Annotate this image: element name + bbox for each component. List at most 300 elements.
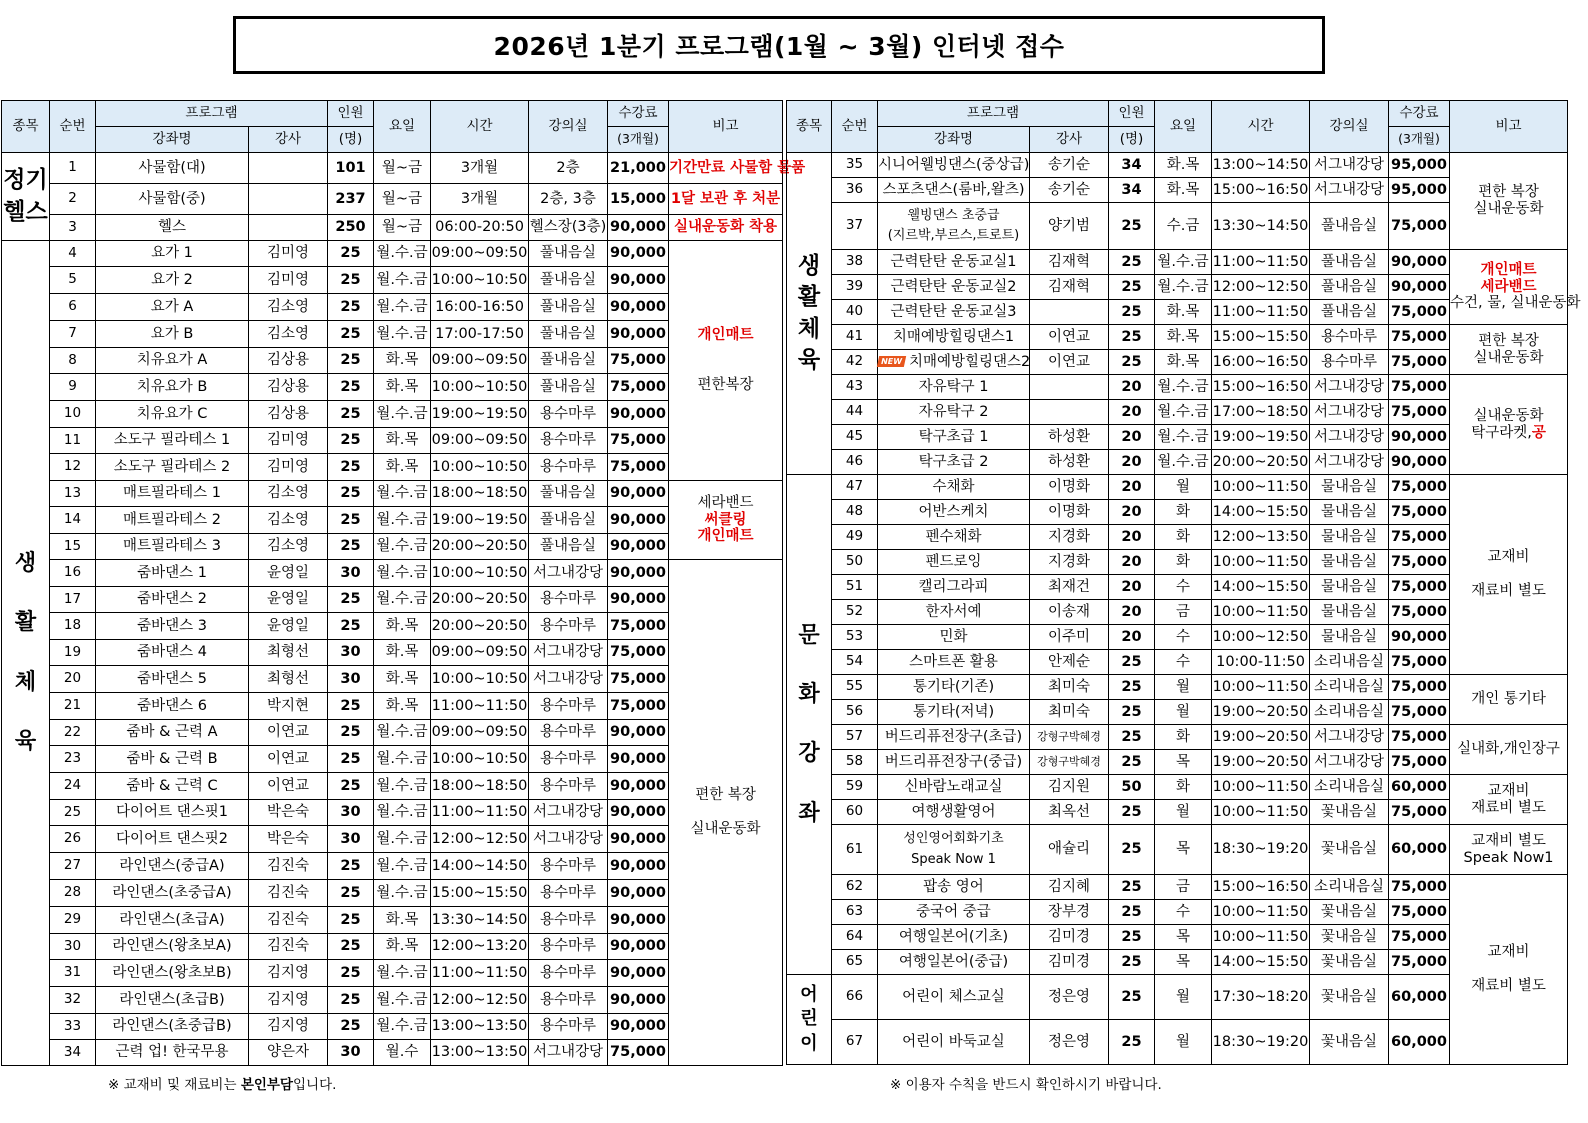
remark-pilates-line: 써클링 [704, 511, 747, 528]
table-row [2, 294, 783, 321]
instructor: 김소영 [249, 321, 328, 348]
instructor: 박은숙 [249, 826, 328, 853]
time: 10:00~10:50 [431, 374, 529, 401]
header-capacity-unit: (명) [328, 127, 374, 153]
room: 용수마루 [529, 613, 608, 640]
time: 18:30~19:20 [1212, 825, 1310, 875]
course-name: 어린이 바둑교실 [878, 1020, 1030, 1065]
seq: 59 [832, 775, 878, 800]
instructor: 김소영 [249, 507, 328, 534]
table-row [2, 907, 783, 934]
fee: 60,000 [1389, 825, 1450, 875]
seq: 8 [50, 348, 96, 374]
room: 꽃내음실 [1310, 800, 1389, 825]
course-name: 자유탁구 1 [878, 375, 1030, 400]
instructor [249, 215, 328, 241]
instructor: 하성환 [1030, 425, 1109, 450]
day: 월.수.금 [374, 321, 431, 348]
course-name: 한자서예 [878, 600, 1030, 625]
course-name: 줌바 & 근력 C [96, 773, 249, 800]
course-name: 펜수채화 [878, 525, 1030, 550]
day: 월.수.금 [374, 746, 431, 773]
capacity: 34 [1109, 178, 1155, 203]
room: 서그내강당 [529, 666, 608, 693]
room: 서그내강당 [529, 640, 608, 666]
fee: 75,000 [608, 693, 669, 720]
seq: 23 [50, 746, 96, 773]
course-name: 탁구초급 2 [878, 450, 1030, 475]
capacity: 250 [328, 215, 374, 241]
header-remarks: 비고 [1450, 101, 1568, 153]
category-fitness-line: 정기 헬스 [3, 167, 48, 225]
room: 서그내강당 [1310, 178, 1389, 203]
day: 금 [1155, 600, 1212, 625]
day: 화.목 [374, 907, 431, 934]
fee: 75,000 [608, 640, 669, 666]
day: 화.목 [1155, 178, 1212, 203]
fee: 75,000 [1389, 600, 1450, 625]
course-name: 줌바댄스 5 [96, 666, 249, 693]
instructor: 장부경 [1030, 900, 1109, 925]
fee: 75,000 [1389, 300, 1450, 325]
seq: 50 [832, 550, 878, 575]
fee: 90,000 [608, 241, 669, 267]
room: 용수마루 [529, 693, 608, 720]
seq: 49 [832, 525, 878, 550]
table-row [2, 987, 783, 1014]
table-row [2, 826, 783, 853]
instructor: 정은영 [1030, 1020, 1109, 1065]
remark-muscle-line: 세라밴드 [1480, 278, 1537, 295]
header-category: 종목 [787, 101, 832, 153]
room: 용수마루 [529, 853, 608, 880]
course-name: 줌바 & 근력 B [96, 746, 249, 773]
time: 12:00~13:20 [431, 934, 529, 960]
day: 월.수.금 [374, 507, 431, 534]
time: 13:30~14:50 [431, 907, 529, 934]
capacity: 25 [328, 534, 374, 560]
fee: 60,000 [1389, 1020, 1450, 1065]
fee: 90,000 [608, 960, 669, 987]
room: 헬스장(3층) [529, 215, 608, 241]
room: 풀내음실 [529, 374, 608, 401]
course-name: 통기타(저녁) [878, 700, 1030, 725]
remark-pingpong-line: 탁구라켓, [1471, 424, 1532, 441]
seq: 26 [50, 826, 96, 853]
seq: 28 [50, 880, 96, 907]
time: 10:00~10:50 [431, 666, 529, 693]
time: 19:00~19:50 [431, 401, 529, 428]
instructor: 김미경 [1030, 925, 1109, 950]
room: 서그내강당 [1310, 400, 1389, 425]
table-row [2, 1040, 783, 1066]
fee: 75,000 [1389, 725, 1450, 750]
table-row [2, 587, 783, 613]
fee: 90,000 [608, 826, 669, 853]
fee: 75,000 [1389, 650, 1450, 675]
time: 10:00~10:50 [431, 746, 529, 773]
instructor: 윤영일 [249, 587, 328, 613]
seq: 1 [50, 153, 96, 184]
fee: 75,000 [1389, 675, 1450, 700]
header-course: 강좌명 [96, 127, 249, 153]
seq: 7 [50, 321, 96, 348]
time: 19:00~19:50 [1212, 425, 1310, 450]
course-name: 라인댄스(초중급B) [96, 1014, 249, 1040]
table-row [2, 960, 783, 987]
seq: 46 [832, 450, 878, 475]
day: 화 [1155, 525, 1212, 550]
time: 15:00~16:50 [1212, 875, 1310, 900]
time: 17:00-17:50 [431, 321, 529, 348]
room: 꽃내음실 [1310, 925, 1389, 950]
room: 서그내강당 [1310, 425, 1389, 450]
room: 서그내강당 [1310, 750, 1389, 775]
header-category: 종목 [2, 101, 50, 153]
time: 19:00~20:50 [1212, 700, 1310, 725]
seq: 25 [50, 800, 96, 826]
remark-fitness-line: 실내운동화 착용 [673, 219, 778, 236]
time: 10:00~11:50 [1212, 475, 1310, 500]
fee: 90,000 [608, 720, 669, 746]
category-sports: 생 활 체 육 [2, 241, 50, 1066]
fee: 75,000 [1389, 925, 1450, 950]
capacity: 20 [1109, 550, 1155, 575]
table-row [2, 267, 783, 294]
table-row [787, 153, 1568, 178]
time: 09:00~09:50 [431, 241, 529, 267]
table-row [2, 693, 783, 720]
capacity: 25 [328, 454, 374, 481]
seq: 67 [832, 1020, 878, 1065]
room: 서그내강당 [1310, 725, 1389, 750]
header-fee: 수강료 [1389, 101, 1450, 127]
capacity: 25 [328, 428, 374, 454]
course-name: 다이어트 댄스핏1 [96, 800, 249, 826]
remark-pingpong [1450, 375, 1568, 475]
instructor: 이주미 [1030, 625, 1109, 650]
fee: 95,000 [1389, 153, 1450, 178]
remark-locker-2 [669, 184, 783, 215]
seq: 52 [832, 600, 878, 625]
day: 목 [1155, 925, 1212, 950]
capacity: 25 [1109, 700, 1155, 725]
remark-dance [1450, 153, 1568, 250]
time: 11:00~11:50 [431, 800, 529, 826]
room: 용수마루 [529, 880, 608, 907]
fee: 75,000 [608, 428, 669, 454]
fee: 75,000 [1389, 350, 1450, 375]
fee: 90,000 [608, 507, 669, 534]
course-name: 치매예방힐링댄스1 [878, 325, 1030, 350]
day: 화.목 [374, 454, 431, 481]
day: 월.수.금 [374, 800, 431, 826]
room: 용수마루 [529, 987, 608, 1014]
day: 화.목 [374, 613, 431, 640]
table-row [787, 875, 1568, 900]
seq: 6 [50, 294, 96, 321]
capacity: 25 [1109, 250, 1155, 275]
table-row [787, 250, 1568, 275]
room: 용수마루 [529, 1014, 608, 1040]
capacity: 25 [328, 934, 374, 960]
fee: 75,000 [1389, 203, 1450, 250]
instructor: 최옥선 [1030, 800, 1109, 825]
fee: 21,000 [608, 153, 669, 184]
room: 꽃내음실 [1310, 1020, 1389, 1065]
fee: 90,000 [608, 215, 669, 241]
day: 수 [1155, 575, 1212, 600]
seq: 51 [832, 575, 878, 600]
day: 월.수.금 [374, 773, 431, 800]
course-name [878, 825, 1030, 875]
course-name-line: 웰빙댄스 초중급 [907, 207, 1000, 223]
day: 월 [1155, 1020, 1212, 1065]
table-row [2, 428, 783, 454]
instructor: 김상용 [249, 401, 328, 428]
remark-art-line: 재료비 별도 [1471, 582, 1546, 599]
instructor: 김상용 [249, 374, 328, 401]
fee: 90,000 [1389, 425, 1450, 450]
capacity: 20 [1109, 600, 1155, 625]
course-name: 라인댄스(왕초보B) [96, 960, 249, 987]
seq: 44 [832, 400, 878, 425]
time: 10:00~10:50 [431, 560, 529, 587]
seq: 12 [50, 454, 96, 481]
time: 15:00~15:50 [1212, 325, 1310, 350]
time: 19:00~20:50 [1212, 750, 1310, 775]
day: 월~금 [374, 184, 431, 215]
seq: 34 [50, 1040, 96, 1066]
instructor [1030, 375, 1109, 400]
header-time: 시간 [1212, 101, 1310, 153]
time: 09:00~09:50 [431, 428, 529, 454]
capacity: 25 [328, 693, 374, 720]
room: 서그내강당 [529, 560, 608, 587]
capacity: 20 [1109, 425, 1155, 450]
capacity: 25 [328, 294, 374, 321]
day: 월.수 [374, 1040, 431, 1066]
fee: 75,000 [1389, 750, 1450, 775]
capacity: 25 [328, 507, 374, 534]
footnote-fees-prefix: ※ 교재비 및 재료비는 [108, 1077, 241, 1093]
room: 풀내음실 [529, 507, 608, 534]
seq: 48 [832, 500, 878, 525]
instructor: 지경화 [1030, 525, 1109, 550]
course-name: 자유탁구 2 [878, 400, 1030, 425]
capacity: 25 [328, 481, 374, 507]
room: 꽃내음실 [1310, 975, 1389, 1020]
fee: 75,000 [1389, 525, 1450, 550]
instructor: 김상용 [249, 348, 328, 374]
footnote-fees-suffix: 입니다. [292, 1077, 337, 1093]
course-name: 여행일본어(중급) [878, 950, 1030, 975]
capacity: 25 [1109, 725, 1155, 750]
course-name: 탁구초급 1 [878, 425, 1030, 450]
day: 월 [1155, 675, 1212, 700]
time: 06:00-20:50 [431, 215, 529, 241]
seq: 15 [50, 534, 96, 560]
room: 풀내음실 [529, 267, 608, 294]
day: 월.수.금 [374, 720, 431, 746]
day: 월.수.금 [374, 880, 431, 907]
capacity: 25 [1109, 875, 1155, 900]
seq: 56 [832, 700, 878, 725]
capacity: 30 [328, 800, 374, 826]
room: 용수마루 [1310, 350, 1389, 375]
capacity: 25 [328, 720, 374, 746]
capacity: 30 [328, 560, 374, 587]
course-name: 요가 2 [96, 267, 249, 294]
seq: 36 [832, 178, 878, 203]
seq: 60 [832, 800, 878, 825]
instructor: 양기범 [1030, 203, 1109, 250]
seq: 22 [50, 720, 96, 746]
table-row [2, 720, 783, 746]
day: 수 [1155, 900, 1212, 925]
course-name: 신바람노래교실 [878, 775, 1030, 800]
instructor: 김진숙 [249, 907, 328, 934]
fee: 75,000 [608, 613, 669, 640]
day: 화 [1155, 775, 1212, 800]
remark-dementia-line: 실내운동화 [1473, 349, 1544, 366]
capacity: 25 [1109, 975, 1155, 1020]
remark-lang [1450, 875, 1568, 1065]
day: 화.목 [1155, 350, 1212, 375]
instructor: 이연교 [249, 773, 328, 800]
day: 월.수.금 [1155, 400, 1212, 425]
instructor: 강형구박혜경 [1030, 725, 1109, 750]
time: 18:30~19:20 [1212, 1020, 1310, 1065]
capacity: 25 [328, 960, 374, 987]
table-row [2, 374, 783, 401]
capacity: 25 [1109, 950, 1155, 975]
remark-english-line: Speak Now1 [1463, 849, 1554, 866]
course-name: 캘리그라피 [878, 575, 1030, 600]
header-room: 강의실 [1310, 101, 1389, 153]
seq: 29 [50, 907, 96, 934]
page-title: 2026년 1분기 프로그램(1월 ~ 3월) 인터넷 접수 [233, 16, 1325, 74]
remark-yoga [669, 241, 783, 481]
course-name: 중국어 중급 [878, 900, 1030, 925]
seq: 18 [50, 613, 96, 640]
table-row [2, 348, 783, 374]
course-name: 펜드로잉 [878, 550, 1030, 575]
room: 풀내음실 [1310, 250, 1389, 275]
instructor: 김미영 [249, 454, 328, 481]
room: 서그내강당 [1310, 153, 1389, 178]
seq: 37 [832, 203, 878, 250]
day: 월.수.금 [1155, 250, 1212, 275]
seq: 16 [50, 560, 96, 587]
capacity: 20 [1109, 400, 1155, 425]
time: 11:00~11:50 [431, 960, 529, 987]
capacity: 25 [328, 746, 374, 773]
instructor: 김지영 [249, 960, 328, 987]
remark-dance-line: 실내운동화 [690, 820, 761, 837]
fee: 90,000 [608, 321, 669, 348]
fee: 90,000 [1389, 625, 1450, 650]
course-name-line: 성인영어회화기초 [903, 831, 1004, 847]
table-row [787, 675, 1568, 700]
fee: 75,000 [1389, 575, 1450, 600]
course-name: 줌바 & 근력 A [96, 720, 249, 746]
seq: 42 [832, 350, 878, 375]
time: 10:00~11:50 [1212, 925, 1310, 950]
day: 월.수.금 [374, 1014, 431, 1040]
seq: 53 [832, 625, 878, 650]
room: 풀내음실 [529, 348, 608, 374]
instructor: 김지영 [249, 1014, 328, 1040]
remark-pilates-line: 세라밴드 [697, 494, 754, 511]
instructor: 이명화 [1030, 500, 1109, 525]
remark-dance-line: 실내운동화 [1473, 201, 1544, 217]
fee: 90,000 [608, 800, 669, 826]
room: 물내음실 [1310, 600, 1389, 625]
room: 2층 [529, 153, 608, 184]
day: 월.수.금 [374, 267, 431, 294]
seq: 61 [832, 825, 878, 875]
table-row [2, 481, 783, 507]
course-name: 라인댄스(초급B) [96, 987, 249, 1014]
capacity: 30 [328, 826, 374, 853]
seq: 21 [50, 693, 96, 720]
day: 월.수.금 [374, 587, 431, 613]
instructor [1030, 300, 1109, 325]
instructor: 김소영 [249, 534, 328, 560]
seq: 45 [832, 425, 878, 450]
instructor: 김재혁 [1030, 250, 1109, 275]
day: 금 [1155, 875, 1212, 900]
room: 서그내강당 [529, 800, 608, 826]
course-name-line: Speak Now 1 [911, 851, 996, 867]
day: 화.목 [374, 640, 431, 666]
room: 용수마루 [529, 428, 608, 454]
table-row [2, 773, 783, 800]
header-instructor: 강사 [1030, 127, 1109, 153]
course-name: 사물함(대) [96, 153, 249, 184]
seq: 14 [50, 507, 96, 534]
day: 화 [1155, 500, 1212, 525]
day: 월.수.금 [374, 481, 431, 507]
seq: 11 [50, 428, 96, 454]
table-row [2, 241, 783, 267]
footnote-fees [108, 1073, 336, 1093]
instructor: 김소영 [249, 294, 328, 321]
room: 소리내음실 [1310, 650, 1389, 675]
capacity: 25 [328, 348, 374, 374]
instructor: 김미영 [249, 267, 328, 294]
instructor: 송기순 [1030, 178, 1109, 203]
room: 물내음실 [1310, 575, 1389, 600]
fee: 90,000 [608, 773, 669, 800]
time: 13:00~13:50 [431, 1040, 529, 1066]
day: 화.목 [1155, 325, 1212, 350]
day: 목 [1155, 950, 1212, 975]
time: 20:00~20:50 [1212, 450, 1310, 475]
time: 17:30~18:20 [1212, 975, 1310, 1020]
course-name: 헬스 [96, 215, 249, 241]
time: 13:00~14:50 [1212, 153, 1310, 178]
capacity: 25 [1109, 825, 1155, 875]
table-row [2, 560, 783, 587]
table-row [2, 853, 783, 880]
capacity: 25 [328, 1014, 374, 1040]
instructor: 최형선 [249, 666, 328, 693]
remark-english [1450, 825, 1568, 875]
day: 월.수.금 [1155, 375, 1212, 400]
fee: 90,000 [1389, 275, 1450, 300]
